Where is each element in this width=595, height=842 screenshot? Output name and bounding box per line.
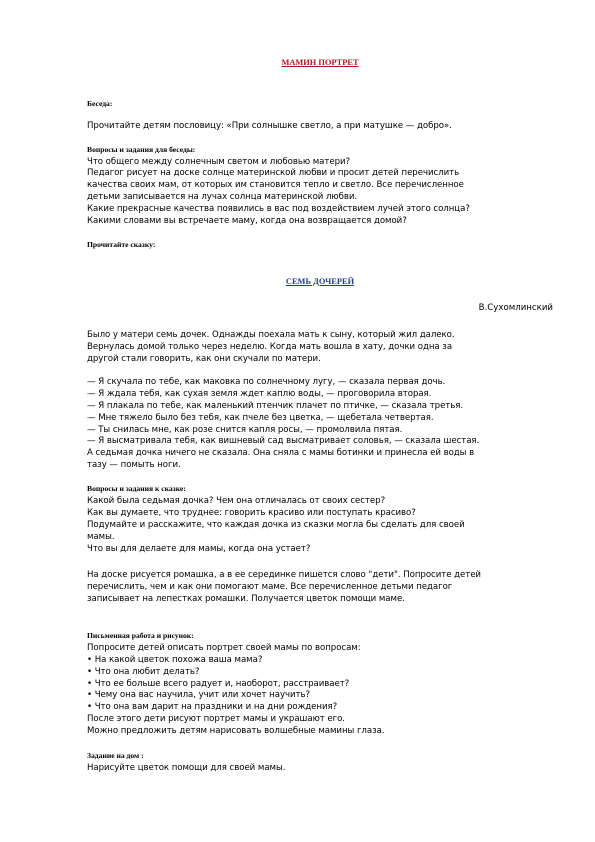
text-line: Что общего между солнечным светом и любовью матери? [87, 157, 351, 167]
text-line: Какими словами вы встречаете маму, когда она возвращается домой? [87, 216, 407, 226]
dialog-line: — Я ждала тебя, как сухая земля ждет каплю воды, — проговорила вторая. [87, 389, 432, 399]
text-line: перечислить, чем и как они помогают маме. Все перечисленное детьми педагог [87, 582, 453, 592]
conversation-heading: Беседа: [87, 99, 113, 108]
list-item: • Что она вам дарит на праздники и на дни рождения? [87, 702, 338, 712]
list-item: • Что она любит делать? [87, 667, 200, 677]
text-line: После этого дети рисуют портрет мамы и украшают его. [87, 714, 345, 724]
homework-line: Нарисуйте цветок помощи для своей мамы. [87, 763, 286, 773]
proverb-line: Прочитайте детям пословицу: «При солнышке светло, а при матушке — добро». [87, 121, 452, 131]
text-line: Какие прекрасные качества появились в вас под воздействием лучей этого солнца? [87, 204, 470, 214]
story-line: Вернулась домой только через неделю. Когда мать вошла в хату, дочки одна за [87, 342, 453, 352]
read-story-heading: Прочитайте сказку: [87, 240, 156, 249]
text-line: На доске рисуется ромашка, а в ее серединке пишется слово "дети". Попросите детей [87, 570, 481, 580]
dialog-line: — Ты снилась мне, как розе снится капля росы, — промолвила пятая. [87, 425, 403, 435]
dialog-line: — Я плакала по тебе, как маленький птенчик плачет по птичке, — сказала третья. [87, 401, 464, 411]
dialog-line: тазу — помыть ноги. [87, 460, 181, 470]
text-line: Можно предложить детям нарисовать волшебные мамины глаза. [87, 726, 385, 736]
text-line: Какой была седьмая дочка? Чем она отличалась от своих сестер? [87, 496, 386, 506]
text-line: записывает на лепестках ромашки. Получается цветок помощи маме. [87, 594, 405, 604]
list-item: • На какой цветок похожа ваша мама? [87, 655, 263, 665]
dialog-line: А седьмая дочка ничего не сказала. Она сняла с мамы ботинки и принесла ей воды в [87, 448, 475, 458]
story-line: Было у матери семь дочек. Однажды поехала мать к сыну, который жил далеко. [87, 330, 455, 340]
document-title: МАМИН ПОРТРЕТ [281, 58, 359, 67]
written-work-heading: Письменная работа и рисунок: [87, 631, 194, 640]
text-line: мамы. [87, 532, 115, 542]
dialog-line: — Мне тяжело было без тебя, как пчеле без цветка, — щебетала четвертая. [87, 413, 434, 423]
text-line: Подумайте и расскажите, что каждая дочка из сказки могла бы сделать для своей [87, 520, 465, 530]
text-line: Педагог рисует на доске солнце материнской любви и просит детей перечислить [87, 168, 460, 178]
text-line: качества своих мам, от которых им становится тепло и светло. Все перечисленное [87, 180, 464, 190]
story-title: СЕМЬ ДОЧЕРЕЙ [285, 277, 355, 286]
dialog-line: — Я скучала по тебе, как маковка по солнечному лугу, — сказала первая дочь. [87, 377, 446, 387]
list-item: • Чему она вас научила, учит или хочет научить? [87, 690, 311, 700]
story-line: другой стали говорить, как они скучали по матери. [87, 354, 321, 364]
dialog-line: — Я высматривала тебя, как вишневый сад высматривает соловья, — сказала шестая. [87, 436, 480, 446]
list-item: • Что ее больше всего радует и, наоборот, расстраивает? [87, 679, 350, 689]
questions-heading: Вопросы и задания для беседы: [87, 145, 196, 154]
homework-heading: Задание на дом : [87, 751, 144, 760]
text-line: Как вы думаете, что труднее: говорить красиво или поступать красиво? [87, 508, 416, 518]
text-line: детьми записывается на лучах солнца материнской любви. [87, 192, 358, 202]
text-line: Попросите детей описать портрет своей мамы по вопросам: [87, 643, 361, 653]
story-questions-heading: Вопросы и задания к сказке: [87, 484, 186, 493]
story-author: В.Сухомлинский [478, 303, 553, 313]
text-line: Что вы для делаете для мамы, когда она устает? [87, 544, 311, 554]
